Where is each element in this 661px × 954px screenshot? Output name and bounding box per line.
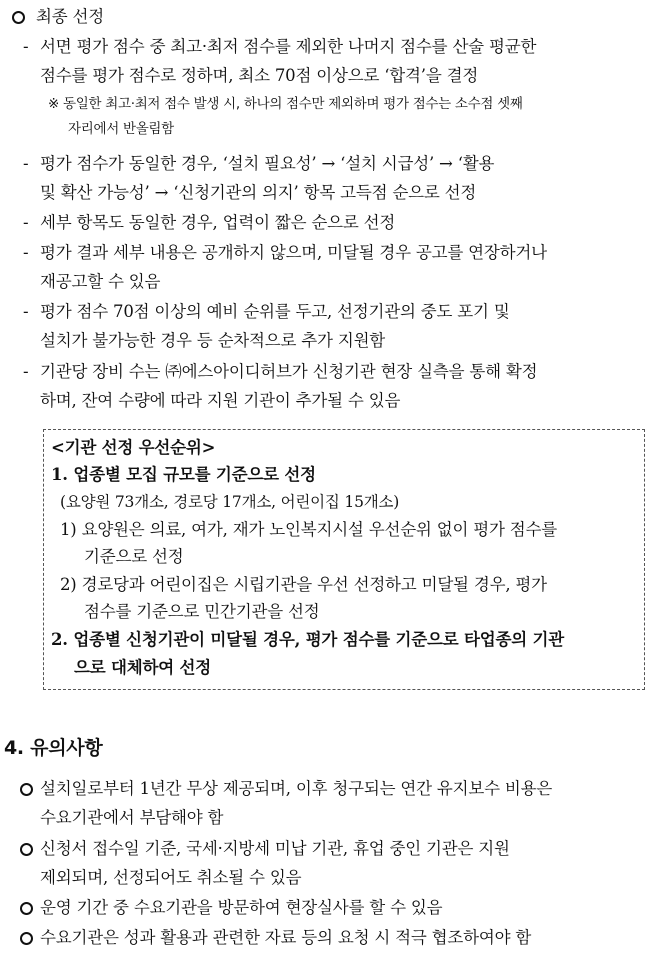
text-line: 설치가 불가능한 경우 등 순차적으로 추가 지원함 bbox=[40, 331, 386, 350]
text-line: 제외되며, 선정되어도 취소될 수 있음 bbox=[40, 868, 302, 887]
text-line: 평가 점수 70점 이상의 예비 순위를 두고, 선정기관의 중도 포기 및 bbox=[40, 302, 510, 321]
text-line: 서면 평가 점수 중 최고·최저 점수를 제외한 나머지 점수를 산술 평균한 bbox=[40, 37, 537, 56]
dash-bullet: - bbox=[23, 37, 29, 56]
text-line: 재공고할 수 있음 bbox=[40, 272, 161, 291]
dash-bullet: - bbox=[23, 362, 29, 381]
priority-item-2-line: 2. 업종별 신청기관이 미달될 경우, 평가 점수를 기준으로 타업종의 기관 bbox=[51, 630, 564, 649]
priority-sub-2-line: 점수를 기준으로 민간기관을 선정 bbox=[84, 602, 320, 621]
text-line: 설치일로부터 1년간 무상 제공되며, 이후 청구되는 연간 유지보수 비용은 bbox=[40, 779, 553, 798]
circle-bullet-icon bbox=[20, 902, 33, 915]
priority-item-2-line: 으로 대체하여 선정 bbox=[74, 658, 212, 677]
text-line: 세부 항목도 동일한 경우, 업력이 짧은 순으로 선정 bbox=[40, 213, 396, 232]
priority-item-1-scale: (요양원 73개소, 경로당 17개소, 어린이집 15개소) bbox=[60, 493, 400, 511]
circle-bullet-icon bbox=[20, 783, 33, 796]
section-heading-notice: 4. 유의사항 bbox=[4, 737, 103, 759]
text-line: 점수를 평가 점수로 정하며, 최소 70점 이상으로 ‘합격’을 결정 bbox=[40, 66, 479, 85]
text-line: 평가 결과 세부 내용은 공개하지 않으며, 미달될 경우 공고를 연장하거나 bbox=[40, 243, 547, 262]
note-line: 자리에서 반올림함 bbox=[68, 121, 174, 137]
priority-item-1-title: 1. 업종별 모집 규모를 기준으로 선정 bbox=[51, 465, 316, 484]
circle-bullet-icon bbox=[20, 932, 33, 945]
text-line: 및 확산 가능성’ → ‘신청기관의 의지’ 항목 고득점 순으로 선정 bbox=[40, 183, 477, 202]
text-line: 하며, 잔여 수량에 따라 지원 기관이 추가될 수 있음 bbox=[40, 391, 401, 410]
dash-bullet: - bbox=[23, 154, 29, 173]
text-line: 수요기관에서 부담해야 함 bbox=[40, 808, 224, 827]
text-line: 기관당 장비 수는 ㈜에스아이디허브가 신청기관 현장 실측을 통해 확정 bbox=[40, 362, 538, 381]
note-line: ※ 동일한 최고·최저 점수 발생 시, 하나의 점수만 제외하며 평가 점수는 소수점 셋째 bbox=[48, 96, 523, 112]
dash-bullet: - bbox=[23, 302, 29, 321]
priority-sub-1-line: 기준으로 선정 bbox=[84, 547, 184, 566]
circle-bullet-icon bbox=[20, 843, 33, 856]
text-line: 운영 기간 중 수요기관을 방문하여 현장실사를 할 수 있음 bbox=[40, 898, 443, 917]
circle-bullet-icon bbox=[12, 11, 25, 24]
dash-bullet: - bbox=[23, 213, 29, 232]
dash-bullet: - bbox=[23, 243, 29, 262]
priority-sub-2-line: 2) 경로당과 어린이집은 시립기관을 우선 선정하고 미달될 경우, 평가 bbox=[60, 575, 547, 594]
priority-box-title: <기관 선정 우선순위> bbox=[51, 438, 216, 457]
text-line: 신청서 접수일 기준, 국세·지방세 미납 기관, 휴업 중인 기관은 지원 bbox=[40, 839, 510, 858]
text-line: 평가 점수가 동일한 경우, ‘설치 필요성’ → ‘설치 시급성’ → ‘활용 bbox=[40, 154, 495, 173]
text-line: 수요기관은 성과 활용과 관련한 자료 등의 요청 시 적극 협조하여야 함 bbox=[40, 928, 532, 947]
priority-sub-1-line: 1) 요양원은 의료, 여가, 재가 노인복지시설 우선순위 없이 평가 점수를 bbox=[60, 520, 557, 539]
section-title-final-selection: 최종 선정 bbox=[36, 7, 105, 26]
